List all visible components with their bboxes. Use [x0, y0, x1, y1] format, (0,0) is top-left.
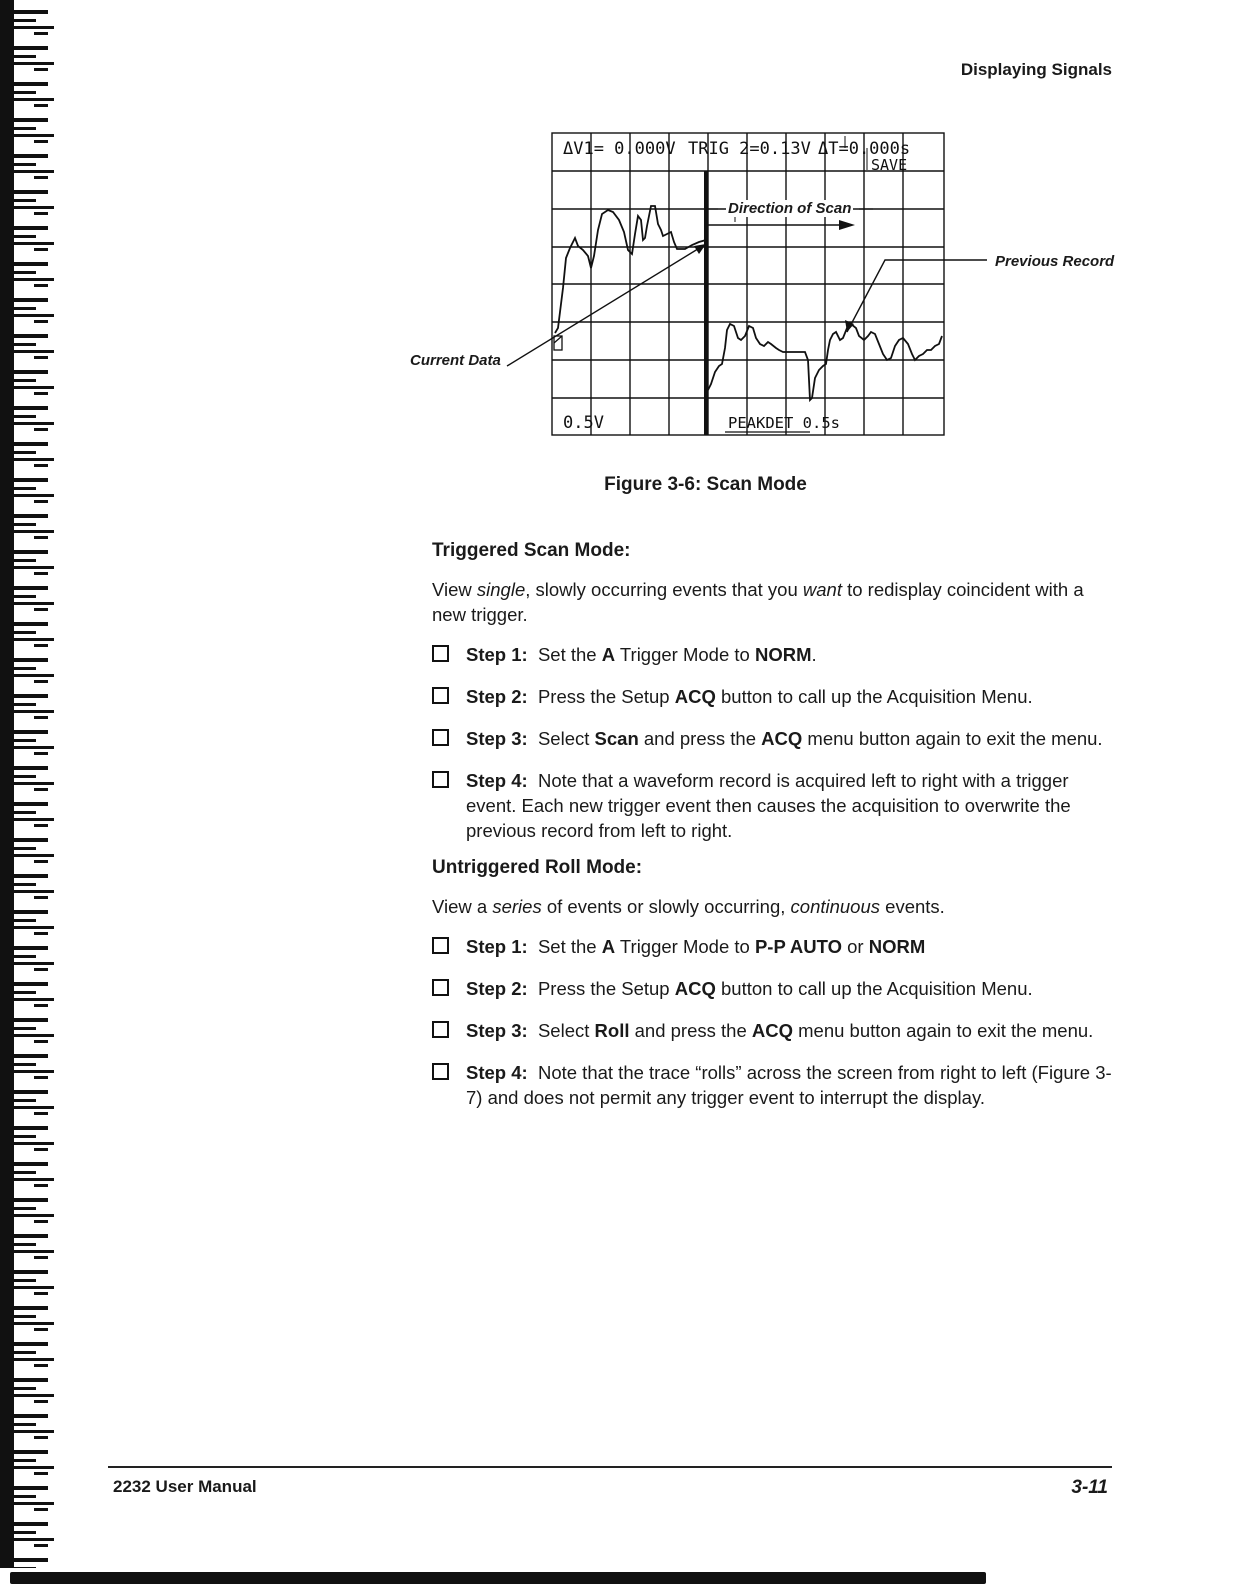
checkbox-icon[interactable] [432, 979, 449, 996]
readout-mode: PEAKDET 0.5s [728, 414, 840, 432]
checklist-step: Step 1: Set the A Trigger Mode to P-P AUTO or NORM [432, 934, 1112, 959]
checklist-step: Step 3: Select Scan and press the ACQ menu button again to exit the menu. [432, 726, 1112, 751]
binding-edge [0, 0, 60, 1589]
scope-figure [405, 128, 1145, 448]
checkbox-icon[interactable] [432, 645, 449, 662]
section-title-triggered: Triggered Scan Mode: [432, 540, 631, 561]
checkbox-icon[interactable] [432, 937, 449, 954]
footer-rule [108, 1466, 1112, 1468]
intro-untriggered: View a series of events or slowly occurring, continuous events. [432, 896, 945, 917]
checkbox-icon[interactable] [432, 1021, 449, 1038]
annotation-previous-record: Previous Record [995, 253, 1115, 270]
intro-triggered: View single, slowly occurring events that you want to redisplay coincident with a new trigger. [432, 579, 1084, 625]
checkbox-icon[interactable] [432, 1063, 449, 1080]
annotation-current-data: Current Data [410, 352, 501, 369]
readout-trigger-level: TRIG 2=0.13V [688, 139, 811, 159]
checklist-step: Step 1: Set the A Trigger Mode to NORM. [432, 642, 1112, 667]
page-bottom-edge [0, 1568, 1236, 1589]
checklist-step: Step 4: Note that the trace “rolls” across the screen from right to left (Figure 3-7) and does not permit any trigger event to interrupt the display. [432, 1060, 1112, 1110]
figure-caption: Figure 3-6: Scan Mode [604, 474, 807, 495]
footer-page-number: 3-11 [1071, 1477, 1108, 1498]
scope-screen-drawing [405, 128, 1145, 448]
readout-delta-t: ΔT=0.000s [818, 139, 911, 159]
checkbox-icon[interactable] [432, 771, 449, 788]
footer-manual-title: 2232 User Manual [113, 1477, 257, 1496]
section-title-untriggered: Untriggered Roll Mode: [432, 857, 643, 878]
annotation-direction-of-scan: Direction of Scan [728, 200, 852, 217]
readout-save: SAVE [871, 156, 908, 174]
checklist-step: Step 2: Press the Setup ACQ button to call up the Acquisition Menu. [432, 976, 1112, 1001]
main-content [432, 538, 1112, 1127]
readout-cursor-delta-v: ΔV1= 0.000V [563, 139, 676, 159]
readout-volts-div: 0.5V [563, 413, 604, 433]
checkbox-icon[interactable] [432, 687, 449, 704]
checkbox-icon[interactable] [432, 729, 449, 746]
checklist-step: Step 2: Press the Setup ACQ button to call up the Acquisition Menu. [432, 684, 1112, 709]
checklist-step: Step 4: Note that a waveform record is acquired left to right with a trigger event. Each new trigger event then causes the acquisition to overwrite the previous record from left to right. [432, 768, 1112, 843]
checklist-step: Step 3: Select Roll and press the ACQ menu button again to exit the menu. [432, 1018, 1112, 1043]
running-header: Displaying Signals [960, 60, 1112, 79]
